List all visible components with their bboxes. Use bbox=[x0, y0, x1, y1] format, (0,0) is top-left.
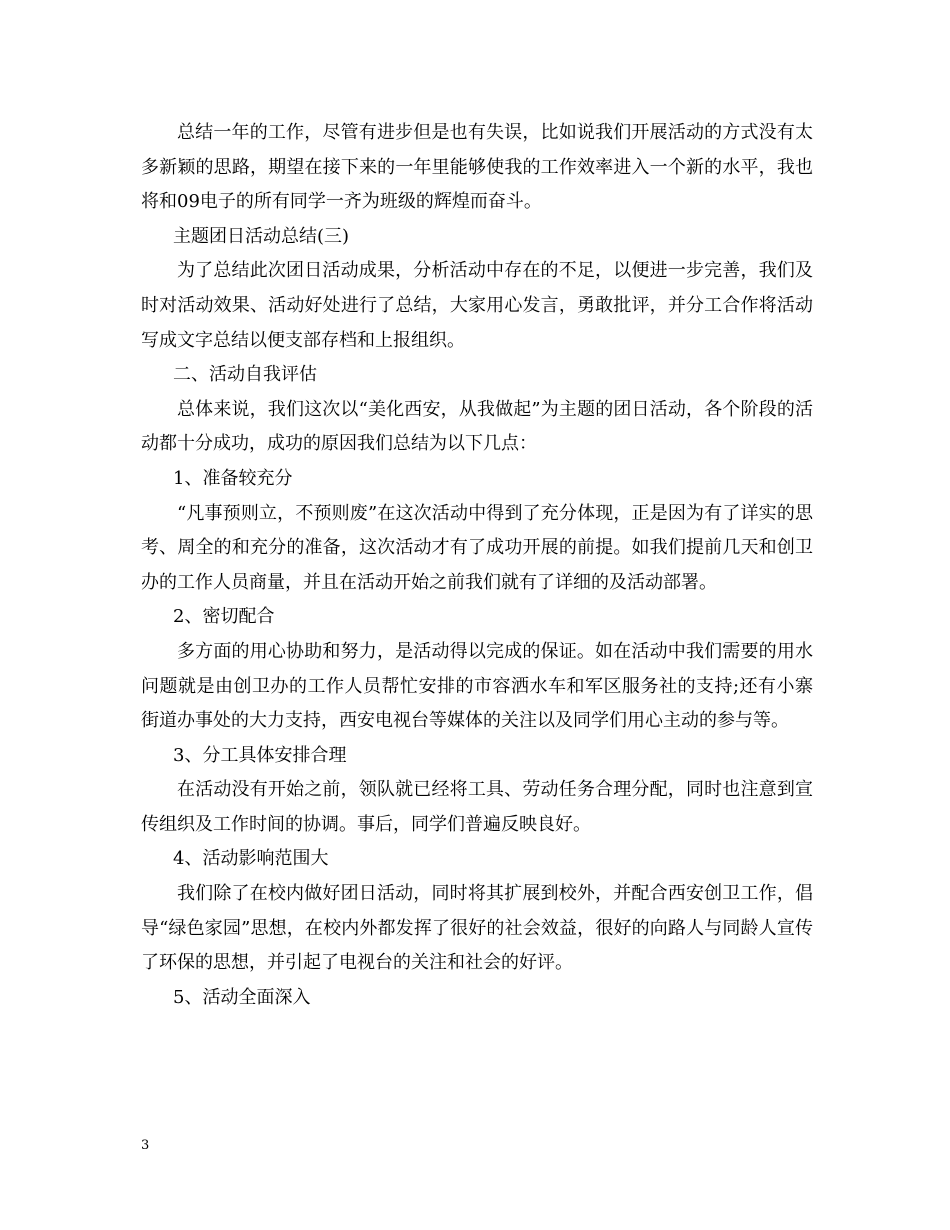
point-heading-4: 4、活动影响范围大 bbox=[173, 848, 329, 870]
point-body-3: 在活动没有开始之前，领队就已经将工具、劳动任务合理分配，同时也注意到宣传组织及工作时间的协调。事后，同学们普遍反映良好。 bbox=[141, 779, 813, 835]
point-body-4: 我们除了在校内做好团日活动，同时将其扩展到校外，并配合西安创卫工作，倡导“绿色家园”思想，在校内外都发挥了很好的社会效益，很好的向路人与同龄人宣传了环保的思想，并引起了电视台的关注和社会的好评。 bbox=[141, 883, 813, 974]
point-body-1: “凡事预则立，不预则废”在这次活动中得到了充分体现，正是因为有了详实的思考、周全的和充分的准备，这次活动才有了成功开展的前提。如我们提前几天和创卫办的工作人员商量，并且在活动开始之前我们就有了详细的及活动部署。 bbox=[141, 502, 813, 593]
paragraph-summary: 总结一年的工作，尽管有进步但是也有失误，比如说我们开展活动的方式没有太多新颖的思路，期望在接下来的一年里能够使我的工作效率进入一个新的水平，我也将和09电子的所有同学一齐为班级的辉煌而奋斗。 bbox=[141, 122, 813, 213]
point-heading-1: 1、准备较充分 bbox=[173, 467, 293, 489]
document-body bbox=[141, 116, 813, 1015]
point-heading-3: 3、分工具体安排合理 bbox=[173, 744, 347, 766]
paragraph-overview: 总体来说，我们这次以“美化西安，从我做起”为主题的团日活动，各个阶段的活动都十分成功，成功的原因我们总结为以下几点： bbox=[141, 398, 813, 455]
page-number: 3 bbox=[141, 1138, 150, 1153]
point-heading-5: 5、活动全面深入 bbox=[173, 986, 311, 1008]
point-heading-2: 2、密切配合 bbox=[173, 606, 275, 628]
section-title: 主题团日活动总结(三) bbox=[173, 225, 350, 247]
point-body-2: 多方面的用心协助和努力，是活动得以完成的保证。如在活动中我们需要的用水问题就是由创卫办的工作人员帮忙安排的市容洒水车和军区服务社的支持;还有小寨街道办事处的大力支持，西安电视台等媒体的关注以及同学们用心主动的参与等。 bbox=[141, 640, 813, 732]
paragraph-intro: 为了总结此次团日活动成果，分析活动中存在的不足，以便进一步完善，我们及时对活动效果、活动好处进行了总结，大家用心发言，勇敢批评，并分工合作将活动写成文字总结以便支部存档和上报组织。 bbox=[141, 260, 813, 351]
section-heading-self-evaluation: 二、活动自我评估 bbox=[173, 364, 317, 386]
